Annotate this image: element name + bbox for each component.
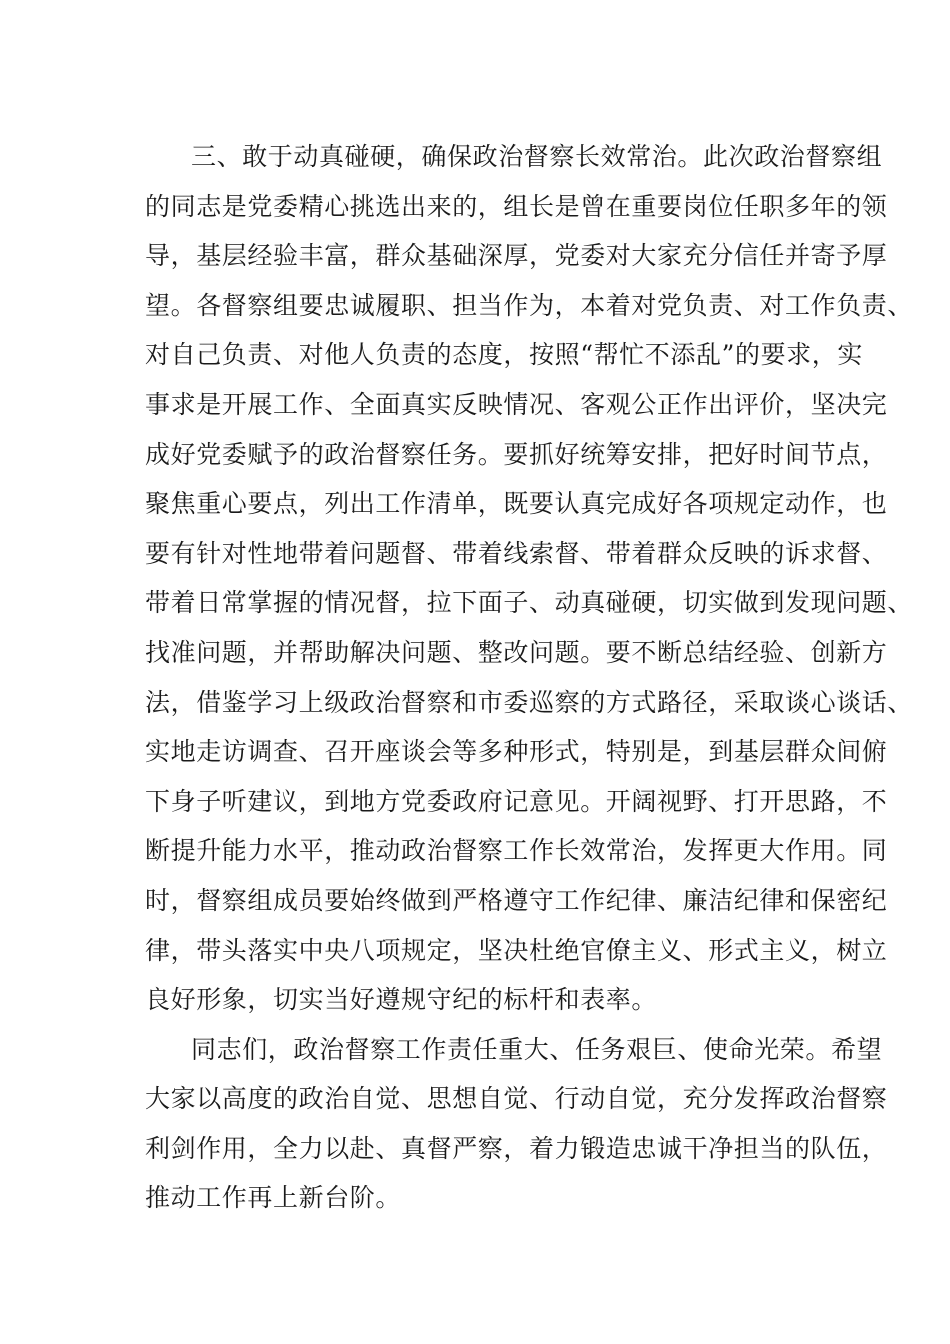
text-line: 大家以高度的政治自觉、思想自觉、行动自觉，充分发挥政治督察 <box>145 1084 888 1114</box>
paragraph-2 <box>145 1025 888 1223</box>
text-line: 的同志是党委精心挑选出来的，组长是曾在重要岗位任职多年的领 <box>145 191 888 221</box>
text-line: 望。各督察组要忠诚履职、担当作为，本着对党负责、对工作负责、 <box>145 290 914 320</box>
text-line: 聚焦重心要点，列出工作清单，既要认真完成好各项规定动作，也 <box>145 489 888 519</box>
text-line: 利剑作用，全力以赴、真督严察，着力锻造忠诚干净担当的队伍， <box>145 1133 888 1163</box>
text-line: 找准问题，并帮助解决问题、整改问题。要不断总结经验、创新方 <box>145 637 888 667</box>
text-line: 断提升能力水平，推动政治督察工作长效常治，发挥更大作用。同 <box>145 836 888 866</box>
text-line: 要有针对性地带着问题督、带着线索督、带着群众反映的诉求督、 <box>145 538 888 568</box>
text-line: 同志们，政治督察工作责任重大、任务艰巨、使命光荣。希望 <box>191 1034 883 1064</box>
paragraph-1 <box>145 132 914 1025</box>
text-line: 实地走访调查、召开座谈会等多种形式，特别是，到基层群众间俯 <box>145 737 888 767</box>
text-line: 三、敢于动真碰硬，确保政治督察长效常治。此次政治督察组 <box>191 142 883 171</box>
text-line: 法，借鉴学习上级政治督察和市委巡察的方式路径，采取谈心谈话、 <box>145 687 914 717</box>
text-line: 成好党委赋予的政治督察任务。要抓好统筹安排，把好时间节点， <box>145 439 888 469</box>
text-line: 时，督察组成员要始终做到严格遵守工作纪律、廉洁纪律和保密纪 <box>145 885 888 915</box>
body-text <box>145 132 914 1223</box>
text-line: 对自己负责、对他人负责的态度，按照“帮忙不添乱”的要求，实 <box>145 340 863 370</box>
text-line: 律，带头落实中央八项规定，坚决杜绝官僚主义、形式主义，树立 <box>145 935 888 965</box>
text-line: 导，基层经验丰富，群众基础深厚，党委对大家充分信任并寄予厚 <box>145 241 888 271</box>
text-line: 良好形象，切实当好遵规守纪的标杆和表率。 <box>145 985 658 1015</box>
text-line: 带着日常掌握的情况督，拉下面子、动真碰硬，切实做到发现问题、 <box>145 588 914 618</box>
text-line: 下身子听建议，到地方党委政府记意见。开阔视野、打开思路，不 <box>145 786 888 816</box>
text-line: 事求是开展工作、全面真实反映情况、客观公正作出评价，坚决完 <box>145 389 888 419</box>
text-line: 推动工作再上新台阶。 <box>145 1183 402 1213</box>
